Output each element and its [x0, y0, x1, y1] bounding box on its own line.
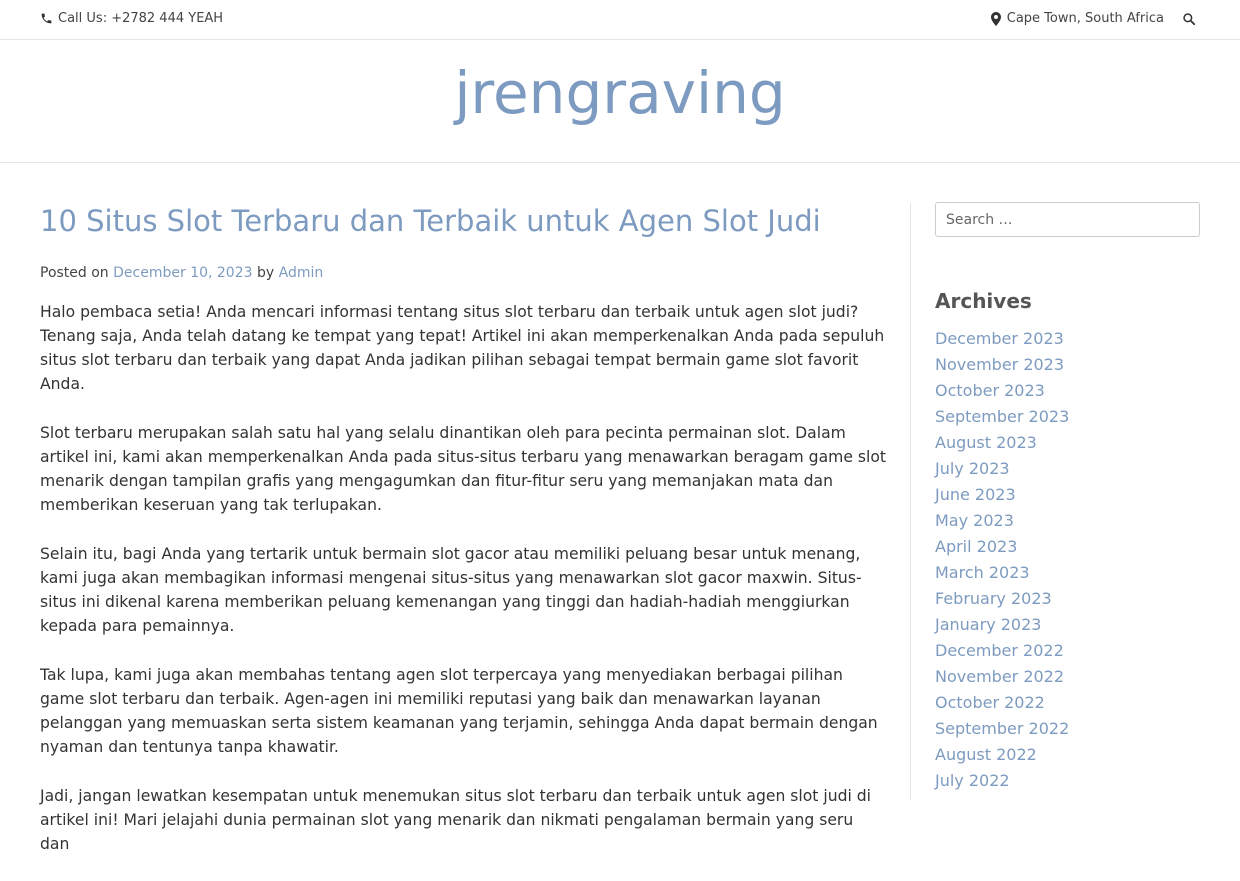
post-meta: [40, 265, 323, 281]
search-icon[interactable]: [1182, 12, 1196, 26]
archive-item: [935, 742, 1069, 768]
site-header: [0, 40, 1240, 163]
archive-link[interactable]: June 2023: [935, 485, 1016, 504]
archive-link[interactable]: September 2023: [935, 407, 1070, 426]
content-divider: [910, 203, 911, 800]
main-content: [40, 163, 886, 853]
top-bar: [0, 0, 1240, 40]
archive-link[interactable]: October 2022: [935, 693, 1045, 712]
archive-link[interactable]: August 2023: [935, 433, 1037, 452]
post-author-link[interactable]: Admin: [278, 265, 324, 281]
archive-link[interactable]: August 2022: [935, 745, 1037, 764]
post-date-link[interactable]: December 10, 2023: [113, 265, 253, 281]
phone-text: Call Us: +2782 444 YEAH: [58, 11, 224, 26]
archive-link[interactable]: September 2022: [935, 719, 1070, 738]
post-paragraph: Slot terbaru merupakan salah satu hal yang selalu dinantikan oleh para pecinta permainan slot. Dalam artikel ini, kami akan memperkenalkan Anda pada situs-situs terbaru yang menawarkan beragam game slot menarik dengan tampilan grafis yang mengagumkan dan fitur-fitur seru yang memanjakan mata dan memberikan keseruan yang tak terlupakan.: [40, 424, 886, 514]
archive-item: [935, 638, 1069, 664]
archive-link[interactable]: October 2023: [935, 381, 1045, 400]
archive-item: [935, 690, 1069, 716]
archive-item: [935, 716, 1069, 742]
archive-item: [935, 612, 1069, 638]
archives-list: [935, 326, 1069, 794]
contact-phone: [40, 11, 223, 26]
archive-link[interactable]: November 2022: [935, 667, 1065, 686]
map-marker-icon: [991, 12, 1001, 26]
location-text: Cape Town, South Africa: [1006, 11, 1164, 26]
topbar-right: [991, 11, 1196, 26]
archive-link[interactable]: December 2022: [935, 641, 1064, 660]
posted-on-label: Posted on: [40, 265, 109, 281]
archive-item: [935, 352, 1069, 378]
archive-item: [935, 456, 1069, 482]
archive-item: [935, 534, 1069, 560]
archive-item: [935, 586, 1069, 612]
archive-item: [935, 664, 1069, 690]
post-title: 10 Situs Slot Terbaru dan Terbaik untuk Agen Slot Judi: [40, 204, 821, 238]
archive-link[interactable]: July 2022: [935, 771, 1010, 790]
post-content: [40, 300, 886, 881]
archive-link[interactable]: March 2023: [935, 563, 1030, 582]
by-label: by: [257, 265, 275, 281]
archive-link[interactable]: May 2023: [935, 511, 1014, 530]
archive-item: [935, 508, 1069, 534]
archive-item: [935, 768, 1069, 794]
archive-item: [935, 560, 1069, 586]
post-paragraph: Jadi, jangan lewatkan kesempatan untuk menemukan situs slot terbaru dan terbaik untuk agen slot judi di artikel ini! Mari jelajahi dunia permainan slot yang menarik dan nikmati pengalaman bermain yang seru dan: [40, 787, 871, 853]
post-paragraph: Tak lupa, kami juga akan membahas tentang agen slot terpercaya yang menyediakan berbagai pilihan game slot terbaru dan terbaik. Agen-agen ini memiliki reputasi yang baik dan menawarkan layanan pelanggan yang memuaskan serta sistem keamanan yang terjamin, sehingga Anda dapat bermain dengan nyaman dan tentunya tanpa khawatir.: [40, 666, 878, 756]
archive-item: [935, 378, 1069, 404]
archive-item: [935, 404, 1069, 430]
post-paragraph: Selain itu, bagi Anda yang tertarik untuk bermain slot gacor atau memiliki peluang besar untuk menang, kami juga akan membagikan informasi mengenai situs-situs yang menawarkan slot gacor maxwin. Situs-situs ini dikenal karena memberikan peluang kemenangan yang tinggi dan hadiah-hadiah menggiurkan kepada para pemainnya.: [40, 545, 862, 635]
archive-item: [935, 430, 1069, 456]
archive-link[interactable]: February 2023: [935, 589, 1052, 608]
archives-title: Archives: [935, 289, 1032, 313]
archive-link[interactable]: November 2023: [935, 355, 1065, 374]
archive-item: [935, 326, 1069, 352]
post-paragraph: Halo pembaca setia! Anda mencari informasi tentang situs slot terbaru dan terbaik untuk agen slot judi? Tenang saja, Anda telah datang ke tempat yang tepat! Artikel ini akan memperkenalkan Anda pada sepuluh situs slot terbaru dan terbaik yang dapat Anda jadikan pilihan sebagai tempat bermain game slot favorit Anda.: [40, 303, 885, 393]
site-title-link[interactable]: jrengraving: [454, 59, 786, 127]
archive-link[interactable]: January 2023: [935, 615, 1042, 634]
archive-link[interactable]: July 2023: [935, 459, 1010, 478]
phone-icon: [40, 12, 53, 25]
search-input[interactable]: [935, 202, 1200, 237]
archive-link[interactable]: December 2023: [935, 329, 1064, 348]
archive-item: [935, 482, 1069, 508]
archive-link[interactable]: April 2023: [935, 537, 1018, 556]
